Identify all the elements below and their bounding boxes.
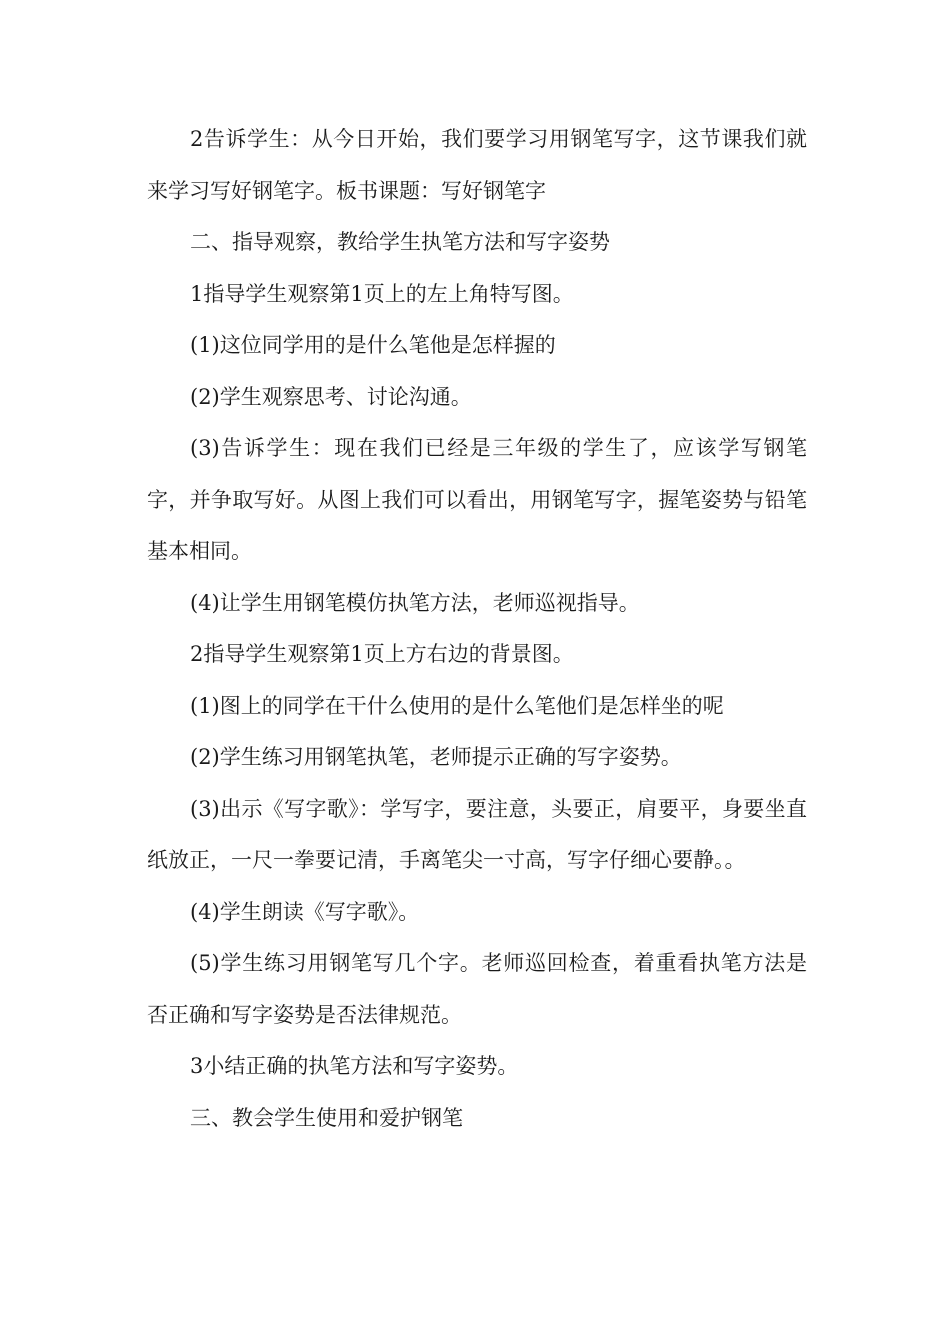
paragraph: (3)告诉学生：现在我们已经是三年级的学生了，应该学写钢笔字，并争取写好。从图上我们可以看出，用钢笔写字，握笔姿势与铅笔基本相同。 — [147, 436, 807, 563]
section-heading: 二、指导观察，教给学生执笔方法和写字姿势 — [190, 230, 610, 254]
paragraph: (2)学生观察思考、讨论沟通。 — [190, 384, 472, 409]
paragraph: (4)学生朗读《写字歌》。 — [190, 899, 420, 924]
paragraph: 2指导学生观察第1页上方右边的背景图。 — [190, 642, 574, 666]
paragraph: 1指导学生观察第1页上的左上角特写图。 — [190, 281, 574, 306]
paragraph: (1)这位同学用的是什么笔他是怎样握的 — [190, 333, 556, 357]
paragraph: (4)让学生用钢笔模仿执笔方法，老师巡视指导。 — [190, 590, 640, 615]
section-heading: 三、教会学生使用和爱护钢笔 — [190, 1105, 463, 1130]
document-body — [147, 114, 807, 1144]
paragraph: (3)出示《写字歌》：学写字，要注意，头要正，肩要平，身要坐直纸放正，一尺一拳要记清，手离笔尖一寸高，写字仔细心要静。。 — [147, 796, 807, 872]
paragraph: (5)学生练习用钢笔写几个字。老师巡回检查，着重看执笔方法是否正确和写字姿势是否法律规范。 — [147, 951, 807, 1027]
paragraph: 2告诉学生：从今日开始，我们要学习用钢笔写字，这节课我们就来学习写好钢笔字。板书课题：写好钢笔字 — [147, 127, 807, 203]
paragraph: (1)图上的同学在干什么使用的是什么笔他们是怎样坐的呢 — [190, 693, 724, 718]
paragraph: (2)学生练习用钢笔执笔，老师提示正确的写字姿势。 — [190, 745, 682, 769]
paragraph: 3小结正确的执笔方法和写字姿势。 — [190, 1054, 519, 1078]
